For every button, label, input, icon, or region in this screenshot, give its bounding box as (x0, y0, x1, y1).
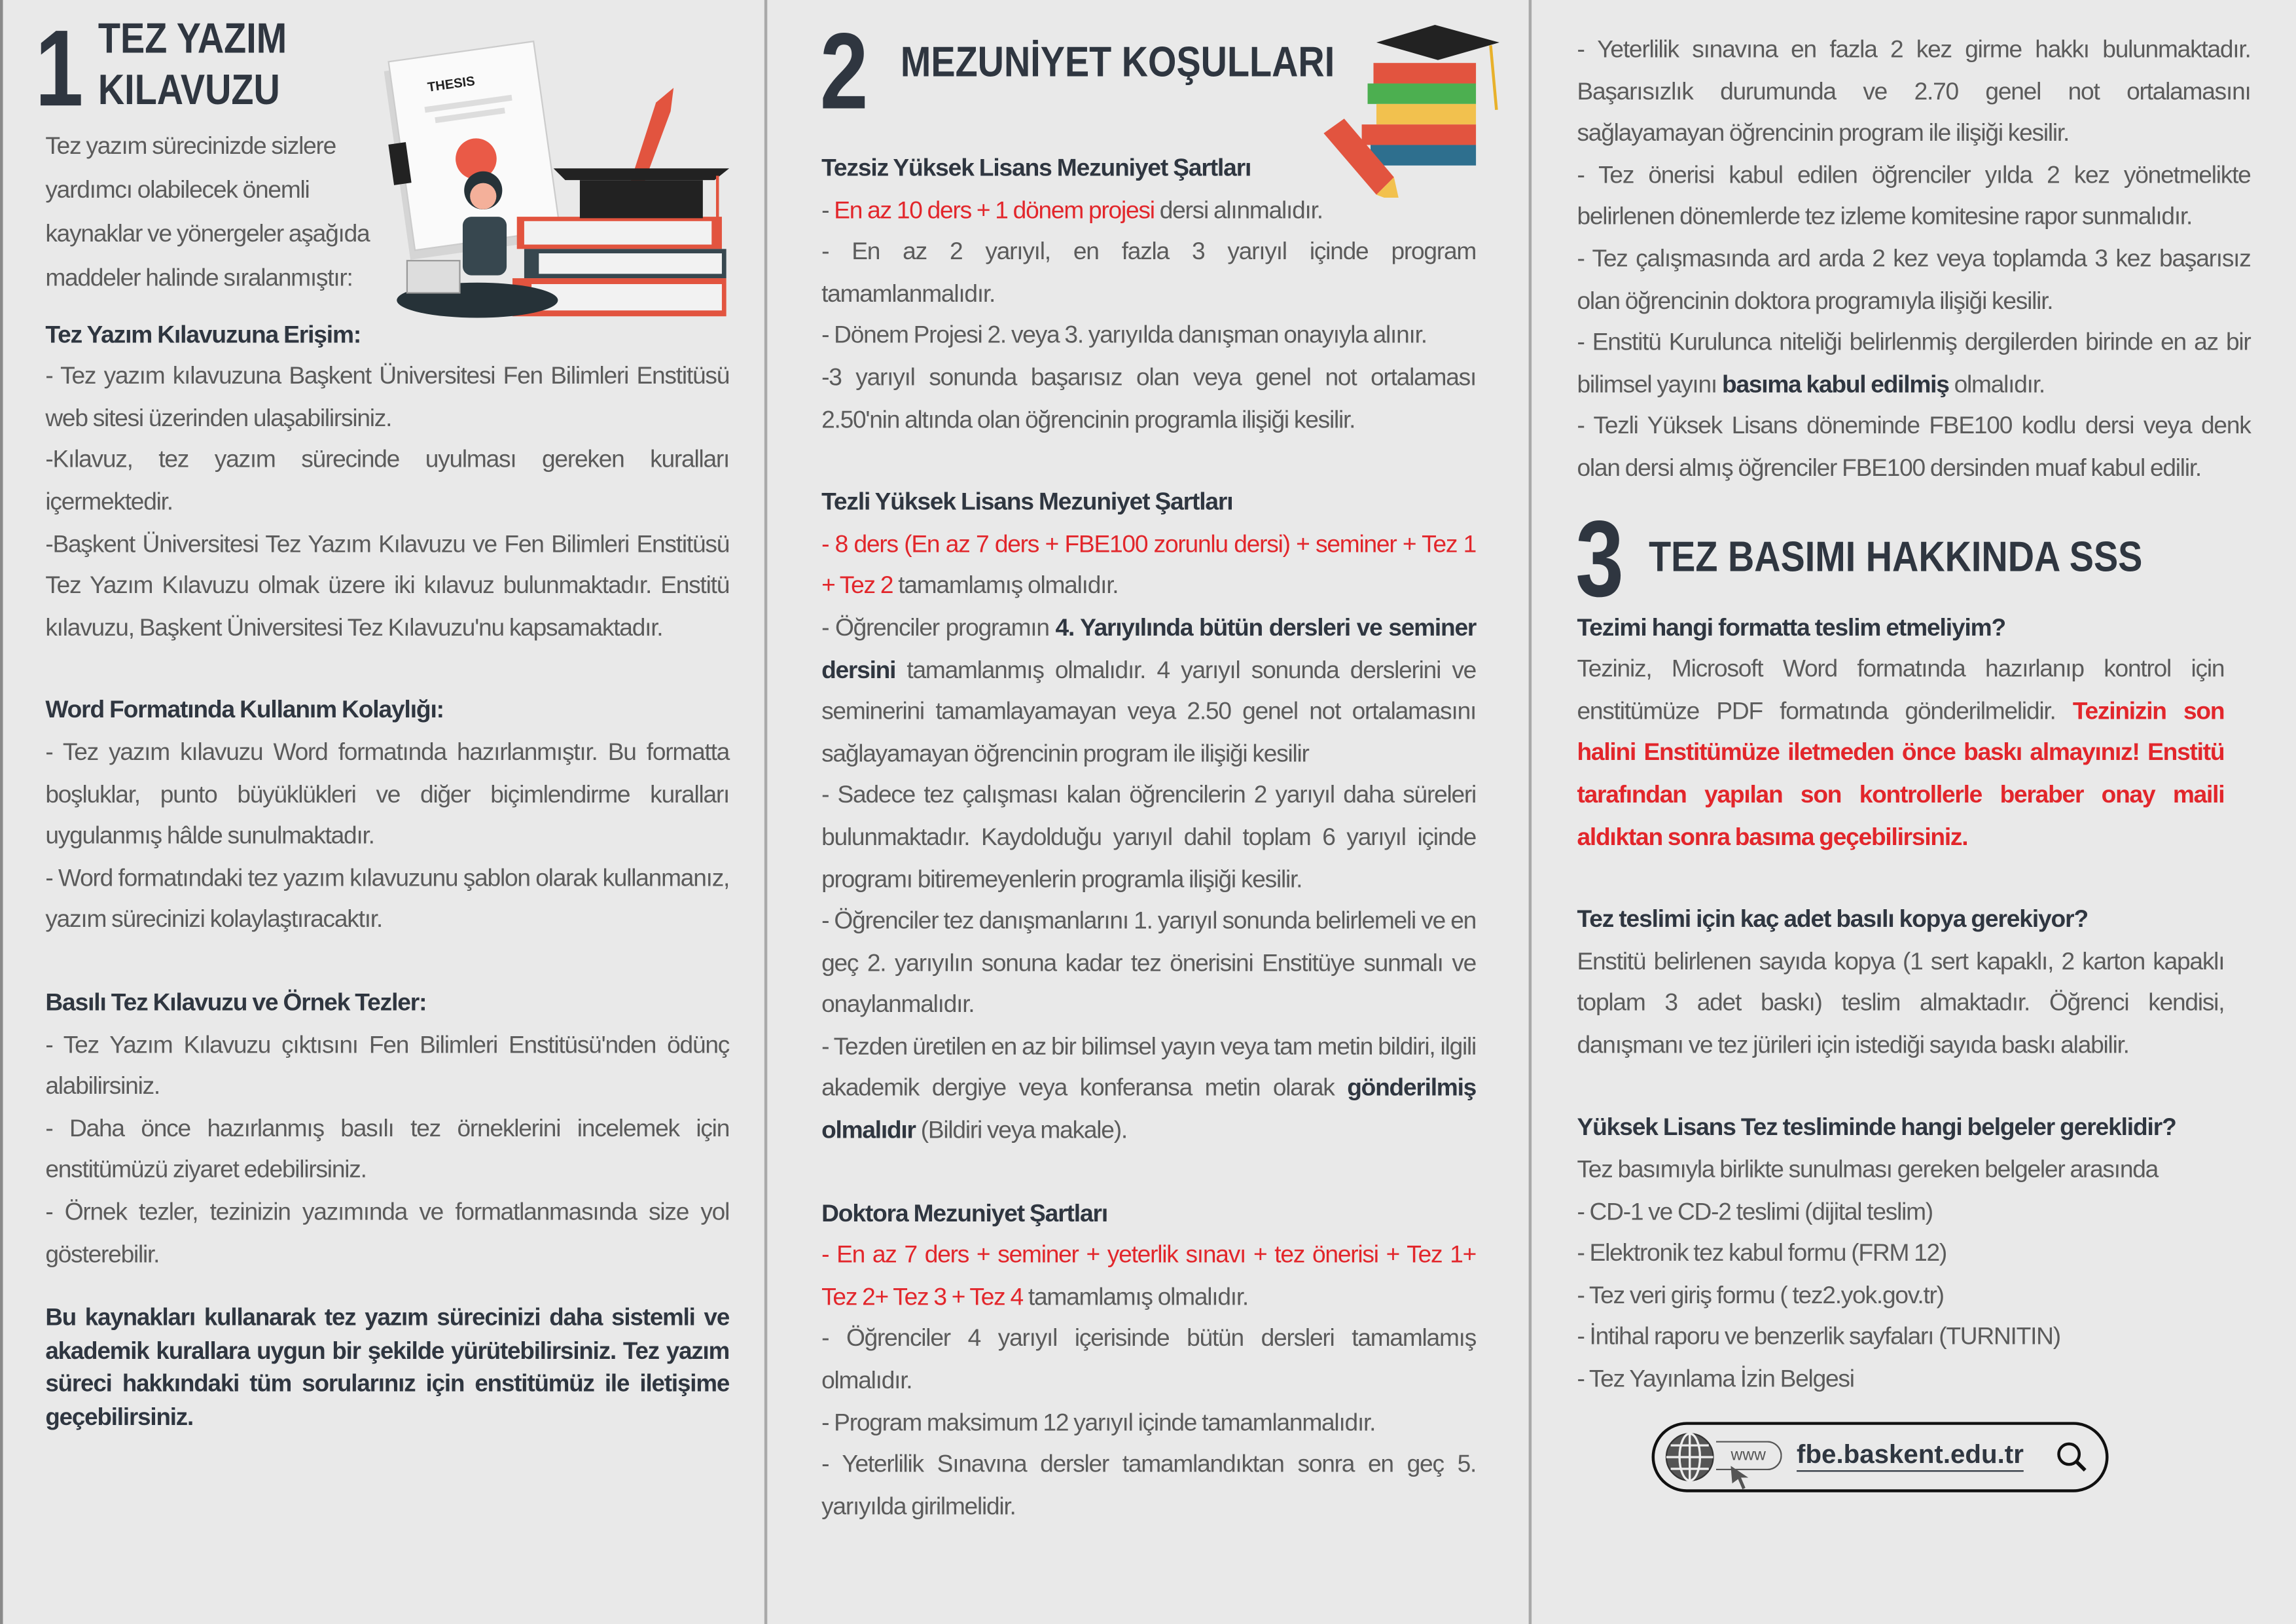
text-segment: Teziniz, Microsoft Word formatında hazırlanıp kontrol için enstitümüze PDF formatında gönderilmelidir. (1577, 655, 2225, 725)
paragraph (1577, 239, 2250, 323)
bold-text: 4. Yarıyılında bütün dersleri ve seminer dersini (821, 613, 1477, 683)
section-heading: Doktora Mezuniyet Şartları (821, 1199, 1108, 1227)
paragraph-list (821, 1235, 1476, 1528)
highlighted-text: - En az 7 ders + seminer + yeterlik sınavı + tez önerisi + Tez 1+ Tez 2+ Tez 3 + Tez 4 (821, 1240, 1477, 1310)
text-segment: - İntihal raporu ve benzerlik sayfaları (TURNITIN) (1577, 1323, 2060, 1351)
section-heading: Tezsiz Yüksek Lisans Mezuniyet Şartları (821, 153, 1251, 182)
text-segment: - Tezden üretilen en az bir bilimsel yayın veya tam metin bildiri, ilgili akademik dergiye veya konferansa metin olarak (821, 1032, 1477, 1102)
paragraph-list (1577, 941, 2224, 1067)
paragraph-list (45, 732, 729, 942)
faq-copies (1577, 899, 2224, 1067)
faq-title-row (1575, 497, 2250, 619)
text-segment: - Öğrenciler 4 yarıyıl içerisinde bütün dersleri tamamlamış olmalıdır. (821, 1324, 1477, 1394)
paragraph (821, 1402, 1476, 1444)
text-segment: - Öğrenciler programın (821, 613, 1056, 641)
column-3 (1577, 29, 2250, 1492)
paragraph (45, 1108, 729, 1192)
closing-note: Bu kaynakları kullanarak tez yazım sürecinizi daha sistemli ve akademik kurallara uygun bir şekilde yürütebilirsiniz. Tez yazım süreci hakkındaki tüm sorularınız için enstitümüz ile iletişime geçebilirsiniz. (45, 1305, 730, 1430)
text-segment: - Sadece tez çalışması kalan öğrencilerin 2 yarıyıl daha süreleri bulunmaktadır. Kaydolduğu yarıyıl dahil toplam 6 yarıyıl içinde programı bitiremeyenlerin programla ilişiği kesilir. (821, 781, 1477, 893)
highlighted-text: En az 10 ders + 1 dönem projesi (834, 195, 1155, 224)
paragraph (821, 901, 1476, 1026)
cursor-icon (1731, 1466, 1751, 1489)
paragraph (821, 607, 1476, 775)
paragraph (1577, 941, 2224, 1067)
column-2 (821, 148, 1476, 1528)
paragraph (1577, 155, 2250, 239)
section-number: 3 (1575, 497, 1624, 619)
bold-text: basıma kabul edilmiş (1722, 370, 1949, 398)
text-segment: - Daha önce hazırlanmış basılı tez örneklerini incelemek için enstitümüzü ziyaret edebilirsiniz. (45, 1113, 730, 1184)
paragraph (821, 1318, 1476, 1402)
text-segment: - Tezli Yüksek Lisans döneminde FBE100 kodlu dersi veya denk olan dersi almış öğrenciler FBE100 dersinden muaf kabul edilir. (1577, 412, 2251, 482)
paragraph (1577, 1359, 2224, 1401)
section-printed-guides (45, 983, 729, 1276)
paragraph (821, 1026, 1476, 1152)
text-segment: -Başkent Üniversitesi Tez Yazım Kılavuzu ve Fen Bilimleri Enstitüsü Tez Yazım Kılavuzu olmak üzere iki kılavuz bulunmaktadır. Enstitü kılavuzu, Başkent Üniversitesi Tez Kılavuzu'nu kapsamaktadır. (45, 529, 730, 641)
paragraph-list (1577, 649, 2224, 858)
text-segment: - Tez önerisi kabul edilen öğrenciler yılda 2 kez yönetmelikte belirlenen dönemlerde tez izleme komitesine rapor sunmalıdır. (1577, 160, 2251, 231)
text-segment: - (821, 195, 834, 224)
text-segment: - Tez Yayınlama İzin Belgesi (1577, 1365, 1854, 1393)
text-segment: -3 yarıyıl sonunda başarısız olan veya genel not ortalaması 2.50'nin altında olan öğrencinin programla ilişiği kesilir. (821, 363, 1477, 433)
paragraph (45, 440, 729, 524)
faq-question: Tezimi hangi formatta teslim etmeliyim? (1577, 613, 2006, 641)
section-non-thesis-masters (821, 190, 1476, 441)
paragraph (821, 357, 1476, 441)
section-title-line2: KILAVUZU (98, 67, 280, 115)
faq-format (1577, 607, 2224, 858)
paragraph (1577, 1191, 2224, 1233)
paragraph (45, 1024, 729, 1108)
paragraph (1577, 1233, 2224, 1275)
text-segment: - Tez Yazım Kılavuzu çıktısını Fen Bilimleri Enstitüsü'nden ödünç alabilirsiniz. (45, 1030, 730, 1100)
paragraph (1577, 1149, 2224, 1191)
text-segment: - En az 2 yarıyıl, en fazla 3 yarıyıl içinde program tamamlanmalıdır. (821, 237, 1477, 308)
paragraph-list (821, 524, 1476, 1152)
paragraph (45, 524, 729, 649)
section-thesis-masters (821, 482, 1476, 1152)
faq-question: Tez teslimi için kaç adet basılı kopya gerekiyor? (1577, 905, 2089, 933)
paragraph (45, 857, 729, 941)
paragraph (1577, 406, 2250, 490)
paragraph (1577, 1275, 2224, 1317)
text-segment: tamamlanmış olmalıdır. 4 yarıyıl sonunda derslerini ve seminerini tamamlayamayan veya 2.50 genel not ortalamasını sağlayamayan öğrencinin program ile ilişiği kesilir (821, 655, 1477, 767)
text-segment: - Tez veri giriş formu ( tez2.yok.gov.tr) (1577, 1281, 1944, 1309)
column-divider (1529, 0, 1532, 1624)
section-title-line1: TEZ YAZIM (98, 16, 287, 63)
section-heading: Basılı Tez Kılavuzu ve Örnek Tezler: (45, 988, 427, 1017)
paragraph (821, 190, 1476, 232)
paragraph (45, 732, 729, 858)
highlighted-text: Tezinizin son halini Enstitümüze iletmeden önce baskı almayınız! Enstitü tarafından yapılan son kontrollerle beraber onay maili aldıktan sonra basıma geçebilirsiniz. (1577, 696, 2225, 850)
text-segment: -Kılavuz, tez yazım sürecinde uyulması gereken kuralları içermektedir. (45, 446, 730, 516)
section-heading: Word Formatında Kullanım Kolaylığı: (45, 696, 444, 725)
paragraph (821, 1444, 1476, 1528)
text-segment: Enstitü belirlenen sayıda kopya (1 sert kapaklı, 2 karton kapaklı toplam 3 adet baskı) teslim almaktadır. Öğrenci kendisi, danışmanı ve tez jürileri için istediği sayıda baskı alabilir. (1577, 947, 2225, 1059)
website-link[interactable]: fbe.baskent.edu.tr (1797, 1437, 2024, 1471)
text-segment: - CD-1 ve CD-2 teslimi (dijital teslim) (1577, 1197, 1933, 1225)
paragraph (1577, 649, 2224, 858)
section-heading: Tezli Yüksek Lisans Mezuniyet Şartları (821, 488, 1233, 516)
column-divider (764, 0, 767, 1624)
text-segment: - Öğrenciler tez danışmanlarını 1. yarıyıl sonunda belirlemeli ve en geç 2. yarıyılın sonuna kadar tez önerisini Enstitüye sunmalı ve onaylanmalıdır. (821, 907, 1477, 1019)
text-segment: - Elektronik tez kabul formu (FRM 12) (1577, 1239, 1947, 1267)
thesis-label: THESIS (426, 74, 476, 95)
section-title: TEZ BASIMI HAKKINDA SSS (1649, 533, 2143, 581)
section-word-format (45, 691, 729, 942)
intro-text: Tez yazım sürecinizde sizlere yardımcı olabilecek önemli kaynaklar ve yönergeler aşağıda maddeler halinde sıralanmıştır: (45, 132, 370, 291)
paragraph-list (45, 356, 729, 649)
text-segment: - Dönem Projesi 2. veya 3. yarıyılda danışman onayıyla alınır. (821, 321, 1427, 350)
search-icon[interactable] (2056, 1441, 2088, 1473)
website-search-bar[interactable] (1652, 1421, 2109, 1491)
paragraph (45, 356, 729, 440)
text-segment: tamamlamış olmalıdır. (1022, 1282, 1249, 1310)
www-label: www (1716, 1441, 1782, 1470)
doctorate-continued (1577, 29, 2250, 490)
paragraph-list (1577, 29, 2250, 490)
column-1 (45, 124, 729, 1434)
paragraph-list (1577, 1149, 2224, 1401)
text-segment: - Enstitü Kurulunca niteliği belirlenmiş dergilerden birinde en az bir bilimsel yayını (1577, 328, 2251, 398)
paragraph-list (45, 1024, 729, 1276)
text-segment: tamamlamış olmalıdır. (893, 571, 1119, 600)
highlighted-text: - 8 ders (En az 7 ders + FBE100 zorunlu dersi) + seminer + Tez 1 + Tez 2 (821, 530, 1477, 600)
text-segment: Tez basımıyla birlikte sunulması gereken belgeler arasında (1577, 1155, 2159, 1183)
faq-documents (1577, 1108, 2224, 1401)
section-number: 2 (819, 10, 869, 132)
section-non-thesis-masters-heading-wrap (821, 148, 1304, 190)
paragraph (821, 232, 1476, 316)
text-segment: olmalıdır. (1948, 370, 2045, 398)
section-doctorate (821, 1193, 1476, 1528)
paragraph (821, 775, 1476, 901)
section-heading: Tez Yazım Kılavuzuna Erişim: (45, 320, 361, 348)
text-segment: dersi alınmalıdır. (1154, 195, 1323, 224)
section-title: MEZUNİYET KOŞULLARI (900, 39, 1335, 86)
text-segment: - Yeterlilik sınavına en fazla 2 kez girme hakkı bulunmaktadır. Başarısızlık durumunda ve 2.70 genel not ortalamasını sağlayamayan öğrencinin program ile ilişiği kesilir. (1577, 35, 2251, 147)
section-number: 1 (35, 7, 84, 129)
paragraph (1577, 29, 2250, 155)
paragraph (821, 1235, 1476, 1319)
bold-text: gönderilmiş olmalıdır (821, 1074, 1477, 1144)
text-segment: - Tez yazım kılavuzuna Başkent Üniversitesi Fen Bilimleri Enstitüsü web sitesi üzerinden ulaşabilirsiniz. (45, 362, 730, 432)
text-segment: - Word formatındaki tez yazım kılavuzunu şablon olarak kullanmanız, yazım sürecinizi kolaylaştıracaktır. (45, 863, 730, 933)
paragraph (1577, 323, 2250, 406)
text-segment: - Yeterlilik Sınavına dersler tamamlandıktan sonra en geç 5. yarıyılda girilmelidir. (821, 1450, 1477, 1520)
globe-icon (1663, 1430, 1716, 1483)
text-segment: - Örnek tezler, tezinizin yazımında ve formatlanmasında size yol gösterebilir. (45, 1197, 730, 1268)
text-segment: - Tez çalışmasında ard arda 2 kez veya toplamda 3 kez başarısız olan öğrencinin doktora programıyla ilişiği kesilir. (1577, 244, 2251, 315)
paragraph (821, 316, 1476, 357)
faq-question: Yüksek Lisans Tez tesliminde hangi belgeler gereklidir? (1577, 1113, 2176, 1142)
text-segment: - Tez yazım kılavuzu Word formatında hazırlanmıştır. Bu formatta boşluklar, punto büyüklükleri ve diğer biçimlendirme kuralları uygulanmış hâlde sunulmaktadır. (45, 738, 730, 850)
text-segment: - Program maksimum 12 yarıyıl içinde tamamlanmalıdır. (821, 1408, 1376, 1436)
paragraph (821, 524, 1476, 607)
page-edge (0, 0, 3, 1624)
paragraph (45, 1192, 729, 1276)
text-segment: (Bildiri veya makale). (915, 1115, 1127, 1144)
paragraph (1577, 1317, 2224, 1359)
section-access (45, 314, 729, 649)
paragraph-list (821, 190, 1476, 441)
